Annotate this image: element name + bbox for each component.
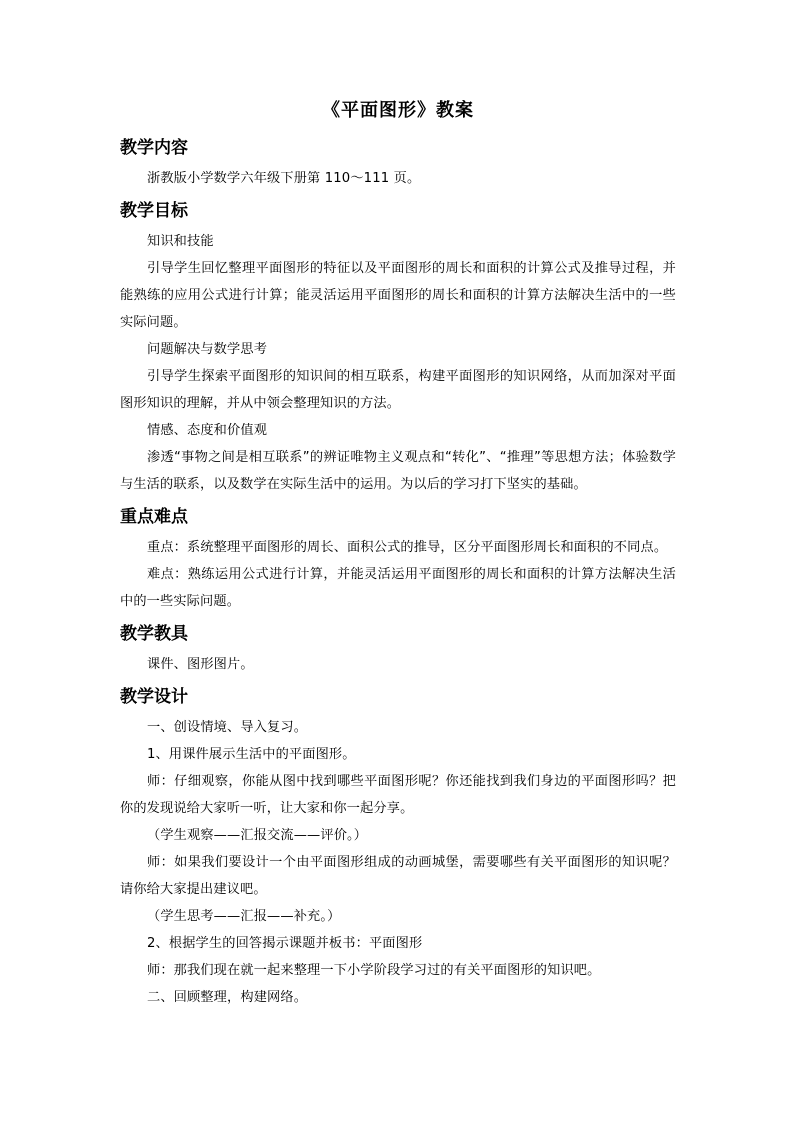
paragraph: 一、创设情境、导入复习。 [147, 720, 308, 735]
subheading-emotion-values: 情感、态度和价值观 [147, 423, 268, 438]
section-teaching-content [120, 135, 676, 192]
section-teaching-aids [120, 621, 676, 678]
section-teaching-goals [120, 198, 676, 498]
paragraph: 课件、图形图片。 [147, 657, 254, 672]
paragraph: 2、根据学生的回答揭示课题并板书：平面图形 [147, 936, 423, 951]
paragraph-difficulty: 难点：熟练运用公式进行计算，并能灵活运用平面图形的周长和面积的计算方法解决生活中的一些实际问题。 [120, 567, 676, 609]
section-heading: 教学设计 [120, 687, 188, 707]
paragraph-key-point: 重点：系统整理平面图形的周长、面积公式的推导，区分平面图形周长和面积的不同点。 [147, 540, 668, 555]
paragraph: 师：仔细观察，你能从图中找到哪些平面图形呢？你还能找到我们身边的平面图形吗？把你的发现说给大家听一听，让大家和你一起分享。 [120, 774, 676, 816]
document-title: 《平面图形》教案 [322, 100, 474, 121]
paragraph: 1、用课件展示生活中的平面图形。 [147, 747, 356, 762]
section-heading: 教学教具 [120, 624, 188, 644]
subheading-knowledge-skills: 知识和技能 [147, 234, 214, 249]
section-heading: 教学目标 [120, 201, 188, 221]
paragraph: 浙教版小学数学六年级下册第 110～111 页。 [147, 171, 421, 186]
paragraph: 引导学生回忆整理平面图形的特征以及平面图形的周长和面积的计算公式及推导过程，并能熟练的应用公式进行计算；能灵活运用平面图形的周长和面积的计算方法解决生活中的一些实际问题。 [120, 261, 676, 330]
paragraph: 二、回顾整理，构建网络。 [147, 990, 308, 1005]
document-page [120, 97, 676, 1011]
paragraph: （学生思考——汇报——补充。） [147, 909, 341, 924]
section-heading: 重点难点 [120, 507, 188, 527]
subheading-problem-solving: 问题解决与数学思考 [147, 342, 268, 357]
section-key-points [120, 504, 676, 615]
section-heading: 教学内容 [120, 138, 188, 158]
paragraph: 渗透“事物之间是相互联系”的辨证唯物主义观点和“转化”、“推理”等思想方法；体验数学与生活的联系，以及数学在实际生活中的运用。为以后的学习打下坚实的基础。 [120, 450, 676, 492]
paragraph: 师：如果我们要设计一个由平面图形组成的动画城堡，需要哪些有关平面图形的知识呢？请你给大家提出建议吧。 [120, 855, 676, 897]
paragraph: 师：那我们现在就一起来整理一下小学阶段学习过的有关平面图形的知识吧。 [147, 963, 601, 978]
paragraph: （学生观察——汇报交流——评价。） [147, 828, 368, 843]
paragraph: 引导学生探索平面图形的知识间的相互联系，构建平面图形的知识网络，从而加深对平面图形知识的理解，并从中领会整理知识的方法。 [120, 369, 676, 411]
section-teaching-design [120, 684, 676, 1011]
